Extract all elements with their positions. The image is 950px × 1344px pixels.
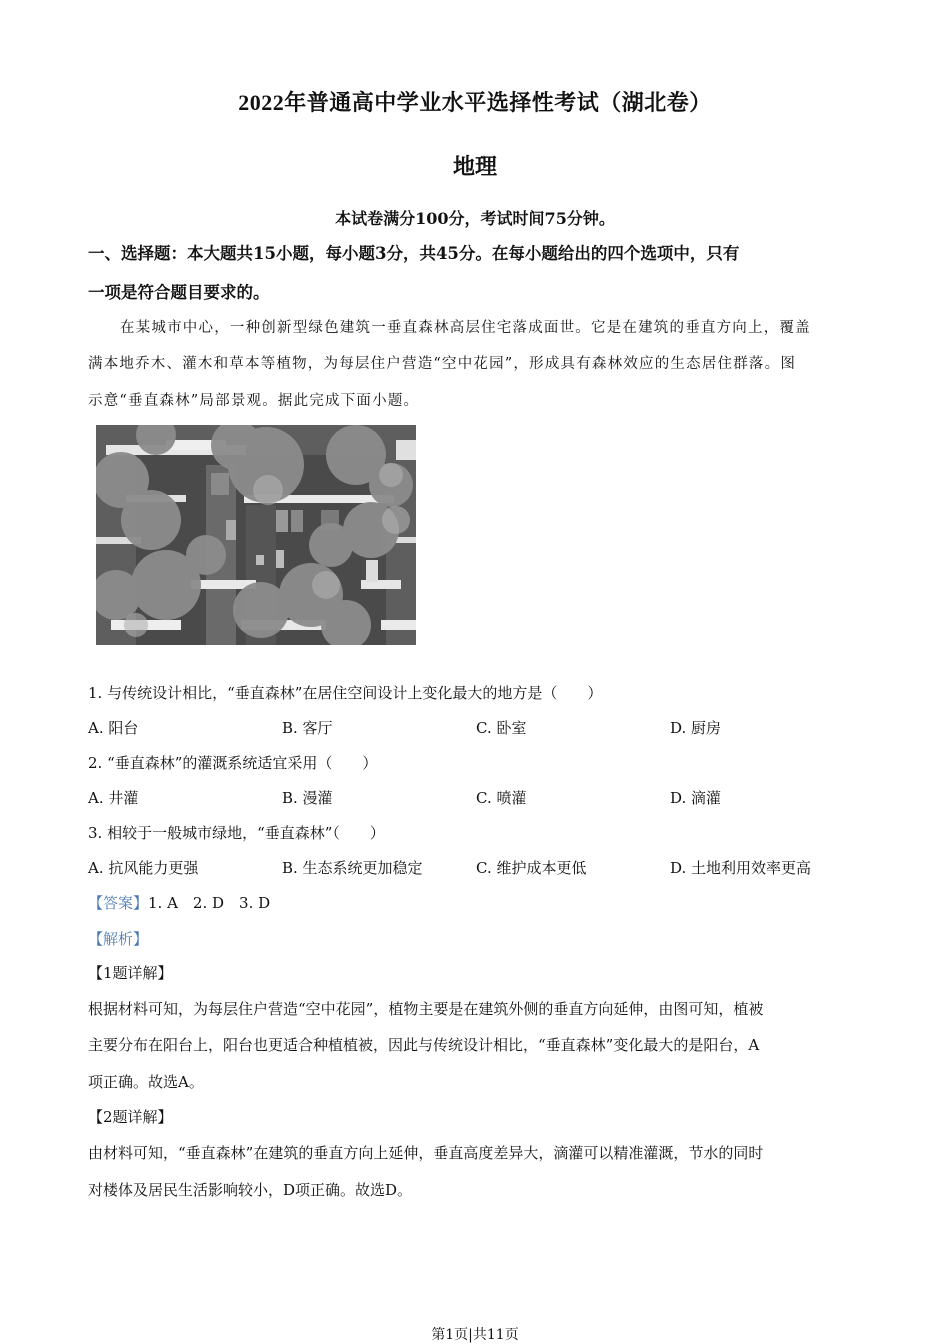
question-1-option-d: D. 厨房 (670, 719, 722, 737)
detail-1-line-1: 根据材料可知，为每层住户营造“空中花园”，植物主要是在建筑外侧的垂直方向延伸，由图可知，植被 (88, 1000, 764, 1018)
question-1-option-c: C. 卧室 (476, 719, 527, 737)
exam-meta: 本试卷满分100分，考试时间75分钟。 (335, 209, 615, 228)
answer-line (88, 892, 270, 913)
section-heading-line1: 一、选择题：本大题共15小题，每小题3分，共45分。在每小题给出的四个选项中，只有 (88, 244, 740, 263)
question-3-option-c: C. 维护成本更低 (476, 859, 587, 877)
material-line-1: 在某城市中心，一种创新型绿色建筑一垂直森林高层住宅落成面世。它是在建筑的垂直方向上，覆盖 (120, 320, 811, 336)
answer-values: 1. A 2. D 3. D (148, 894, 271, 912)
subject-title: 地理 (452, 154, 497, 180)
question-3-option-a: A. 抗风能力更强 (88, 859, 199, 877)
question-2-stem: 2. “垂直森林”的灌溉系统适宜采用（ ） (88, 754, 378, 772)
exam-title: 2022年普通高中学业水平选择性考试（湖北卷） (238, 90, 712, 115)
analysis-label: 【解析】 (88, 930, 149, 948)
question-3-option-d: D. 土地利用效率更高 (670, 859, 812, 877)
detail-1-heading: 【1题详解】 (88, 964, 173, 982)
question-2-option-d: D. 滴灌 (670, 789, 722, 807)
question-2-option-b: B. 漫灌 (282, 789, 333, 807)
section-heading-line2: 一项是符合题目要求的。 (88, 283, 270, 302)
detail-2-line-1: 由材料可知，“垂直森林”在建筑的垂直方向上延伸，垂直高度差异大，滴灌可以精准灌溉，节水的同时 (88, 1144, 764, 1162)
vertical-forest-figure (96, 425, 416, 645)
detail-1-line-2: 主要分布在阳台上，阳台也更适合种植植被，因此与传统设计相比，“垂直森林”变化最大的是阳台，A (88, 1036, 760, 1054)
material-line-2: 满本地乔木、灌木和草本等植物，为每层住户营造“空中花园”，形成具有森林效应的生态居住群落。图 (88, 356, 797, 372)
question-1-option-a: A. 阳台 (88, 719, 139, 737)
question-3-option-b: B. 生态系统更加稳定 (282, 859, 423, 877)
question-2-option-c: C. 喷灌 (476, 789, 527, 807)
detail-2-line-2: 对楼体及居民生活影响较小，D项正确。故选D。 (88, 1181, 413, 1199)
detail-2-heading: 【2题详解】 (88, 1108, 173, 1126)
answer-label: 【答案】 (88, 894, 149, 912)
building-photo-icon (96, 425, 416, 645)
material-line-3: 示意“垂直森林”局部景观。据此完成下面小题。 (88, 393, 420, 409)
question-1-option-b: B. 客厅 (282, 719, 333, 737)
question-1-stem: 1. 与传统设计相比，“垂直森林”在居住空间设计上变化最大的地方是（ ） (88, 684, 603, 702)
question-3-stem: 3. 相较于一般城市绿地，“垂直森林”（ ） (88, 824, 385, 842)
detail-1-line-3: 项正确。故选A。 (88, 1073, 204, 1091)
page-footer: 第1页|共11页 (431, 1327, 519, 1343)
question-2-option-a: A. 井灌 (88, 789, 139, 807)
